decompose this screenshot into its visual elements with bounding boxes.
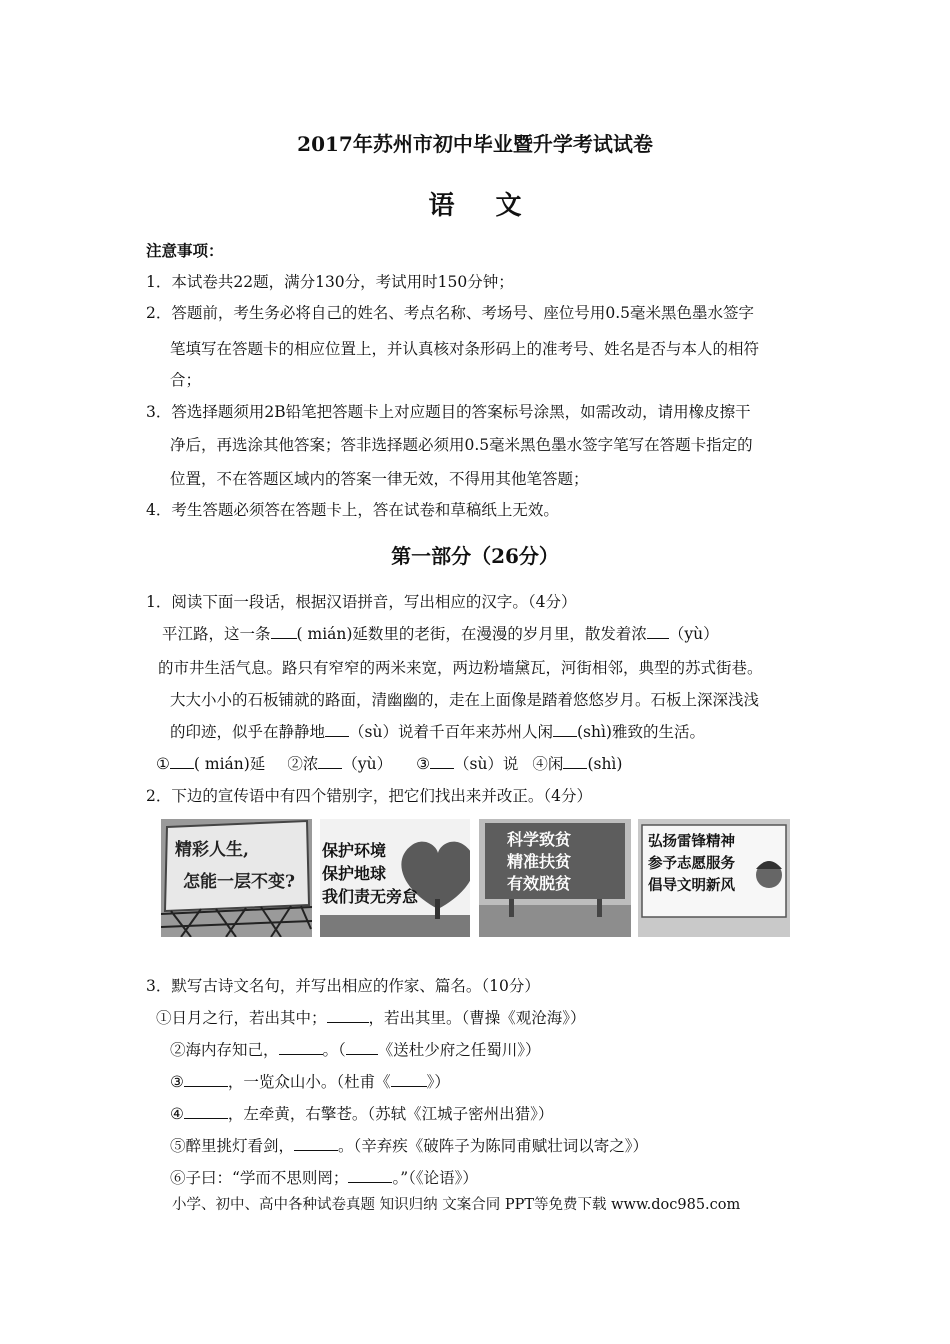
q3-text: ，一览众山小。（杜甫《 <box>227 1073 391 1091</box>
sign-3-line-3: 有效脱贫 <box>507 874 572 893</box>
q3-text: ，左牵黄，右擎苍。（苏轼《江城子密州出猎》） <box>227 1105 554 1123</box>
q1-answer-label: ②浓 <box>287 755 319 773</box>
sign-4-line-1: 弘扬雷锋精神 <box>648 833 735 850</box>
q3-text: ②海内存知己， <box>170 1041 279 1059</box>
q1-text: （yù） <box>668 625 719 643</box>
answer-blank[interactable] <box>346 1040 378 1055</box>
q1-answer-label: （yù） <box>342 755 393 773</box>
blank-field[interactable] <box>271 624 297 639</box>
q1-answer-label: ( mián)延 <box>193 755 266 773</box>
q1-answer-label: ③ <box>416 755 430 773</box>
q3-item-1 <box>156 1008 586 1028</box>
q3-text: 。”（《论语》） <box>392 1169 478 1187</box>
sign-3-line-2: 精准扶贫 <box>507 852 572 871</box>
sign-2-line-2: 保护地球 <box>322 864 387 883</box>
notes-heading: 注意事项： <box>146 241 224 260</box>
sign-4-text <box>648 831 735 897</box>
q3-text: ①日月之行，若出其中； <box>156 1009 327 1027</box>
q1-answer-line <box>156 754 622 774</box>
q1-passage-line3: 大大小小的石板铺就的路面，清幽幽的，走在上面像是踏着悠悠岁月。石板上深深浅浅 <box>170 691 760 709</box>
blank-field[interactable] <box>553 722 577 737</box>
blank-field[interactable] <box>325 722 349 737</box>
q3-text: 《送杜少府之任蜀川》） <box>377 1041 541 1059</box>
sign-1-line-1: 精彩人生, <box>175 840 249 860</box>
answer-blank[interactable] <box>184 1104 228 1119</box>
q3-text: 》） <box>426 1073 450 1091</box>
q1-answer-label: （sù）说 <box>453 755 519 773</box>
answer-blank[interactable] <box>318 754 342 769</box>
q3-text: ⑤醉里挑灯看剑， <box>170 1137 295 1155</box>
q3-stem: 3．默写古诗文名句，并写出相应的作家、篇名。（10分） <box>146 977 540 995</box>
note-item: 3．答选择题须用2B铅笔把答题卡上对应题目的答案标号涂黑，如需改动，请用橡皮擦干 <box>146 403 751 421</box>
q1-stem: 1．阅读下面一段话，根据汉语拼音，写出相应的汉字。（4分） <box>146 593 577 611</box>
q3-text: ④ <box>170 1105 184 1123</box>
blank-field[interactable] <box>647 624 669 639</box>
sign-2-text <box>322 839 418 908</box>
q1-passage-line1 <box>162 624 719 644</box>
subject-title: 语 文 <box>428 191 538 221</box>
q3-item-3 <box>170 1072 450 1092</box>
note-item: 笔填写在答题卡的相应位置上，并认真核对条形码上的准考号、姓名是否与本人的相符 <box>170 340 760 358</box>
note-item: 4．考生答题必须答在答题卡上，答在试卷和草稿纸上无效。 <box>146 501 559 519</box>
sign-4-line-3: 倡导文明新风 <box>648 877 735 894</box>
q3-text: ，若出其里。（曹操《观沧海》） <box>368 1009 586 1027</box>
note-item: 合； <box>170 371 202 389</box>
q2-stem: 2．下边的宣传语中有四个错别字，把它们找出来并改正。（4分） <box>146 787 592 805</box>
sign-2-line-1: 保护环境 <box>322 841 387 860</box>
sign-4-line-2: 参予志愿服务 <box>648 855 735 872</box>
sign-3-text <box>507 829 571 895</box>
q1-text: 平江路，这一条 <box>162 625 271 643</box>
q3-text: 。（ <box>322 1041 346 1059</box>
sign-1-line-2: 怎能一层不变? <box>183 872 295 892</box>
q1-answer-label: (shì) <box>587 755 623 773</box>
q3-text: ⑥子曰：“学而不思则罔； <box>170 1169 349 1187</box>
answer-blank[interactable] <box>170 754 194 769</box>
note-item: 1．本试卷共22题，满分130分，考试用时150分钟； <box>146 273 514 291</box>
q1-passage-line4 <box>170 722 705 742</box>
q3-text: ③ <box>170 1073 184 1091</box>
note-item: 2．答题前，考生务必将自己的姓名、考点名称、考场号、座位号用0.5毫米黑色墨水签字 <box>146 304 755 322</box>
exam-title: 2017年苏州市初中毕业暨升学考试试卷 <box>297 132 653 156</box>
q3-item-2 <box>170 1040 541 1060</box>
answer-blank[interactable] <box>184 1072 228 1087</box>
q1-text: 的印迹，似乎在静静地 <box>170 723 326 741</box>
q1-answer-label: ④闲 <box>532 755 564 773</box>
q3-item-6 <box>170 1168 478 1188</box>
billboard-photo-2 <box>320 819 470 937</box>
answer-blank[interactable] <box>327 1008 369 1023</box>
q1-answer-label: ① <box>156 755 170 773</box>
answer-blank[interactable] <box>430 754 454 769</box>
q3-item-4 <box>170 1104 553 1124</box>
answer-blank[interactable] <box>348 1168 392 1183</box>
billboard-photo-1 <box>161 819 312 937</box>
footer-text: 小学、初中、高中各种试卷真题 知识归纳 文案合同 PPT等免费下载 www.doc985.com <box>172 1197 741 1213</box>
q1-text: ( mián)延数里的老街，在漫漫的岁月里，散发着浓 <box>296 625 647 643</box>
q3-item-5 <box>170 1136 648 1156</box>
q1-text: (shì)雅致的生活。 <box>576 723 705 741</box>
billboard-photo-3 <box>479 819 631 937</box>
answer-blank[interactable] <box>391 1072 427 1087</box>
q1-passage-line2: 的市井生活气息。路只有窄窄的两米来宽，两边粉墙黛瓦，河街相邻，典型的苏式街巷。 <box>158 659 763 677</box>
answer-blank[interactable] <box>279 1040 323 1055</box>
sign-2-line-3: 我们责无旁怠 <box>322 887 419 906</box>
part1-heading: 第一部分（26分） <box>391 544 559 568</box>
billboard-photo-4 <box>638 819 790 937</box>
sign-3-line-1: 科学致贫 <box>507 830 572 849</box>
note-item: 净后，再选涂其他答案；答非选择题必须用0.5毫米黑色墨水签字笔写在答题卡指定的 <box>170 436 753 454</box>
note-item: 位置，不在答题区域内的答案一律无效，不得用其他笔答题； <box>170 470 589 488</box>
answer-blank[interactable] <box>563 754 587 769</box>
q3-text: 。（辛弃疾《破阵子为陈同甫赋壮词以寄之》） <box>338 1137 649 1155</box>
q1-text: （sù）说着千百年来苏州人闲 <box>349 723 553 741</box>
answer-blank[interactable] <box>294 1136 338 1151</box>
